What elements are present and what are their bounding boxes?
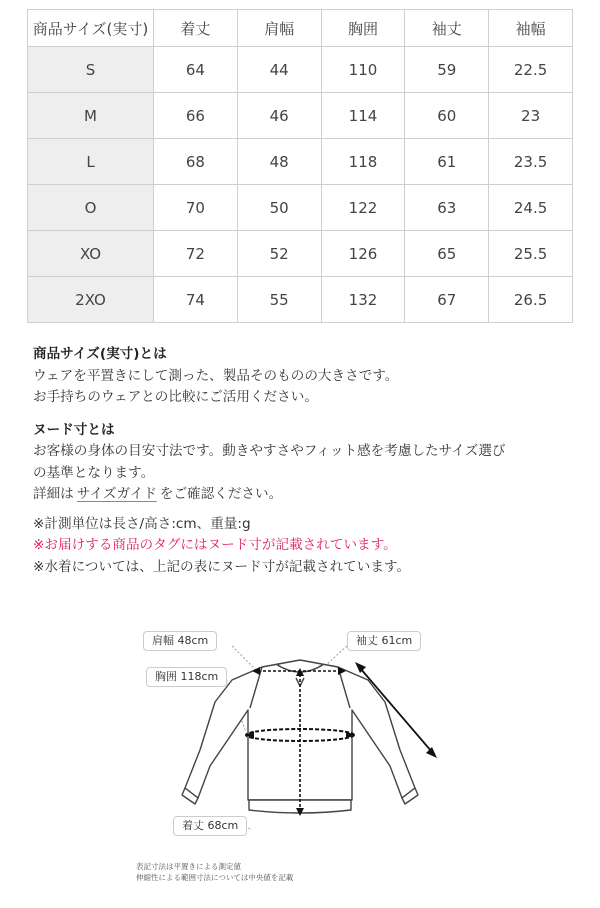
table-row [28, 185, 573, 231]
measurement-cell: 65 [405, 231, 489, 277]
header-size-column: 商品サイズ(実寸) [28, 10, 154, 47]
measurement-cell: 55 [237, 277, 321, 323]
size-label-cell: O [28, 185, 154, 231]
measurement-cell: 23 [489, 93, 573, 139]
size-table-body [28, 47, 573, 323]
measurement-cell: 52 [237, 231, 321, 277]
header-measure-5: 袖幅 [489, 10, 573, 47]
shoulder-width-label: 肩幅 48cm [143, 631, 217, 651]
size-label-cell: L [28, 139, 154, 185]
size-label-cell: XO [28, 231, 154, 277]
measurement-cell: 59 [405, 47, 489, 93]
detail-prefix: 詳細は [33, 486, 74, 502]
actual-size-desc-2: お手持ちのウェアとの比較にご活用ください。 [33, 389, 318, 405]
table-row [28, 47, 573, 93]
measurement-cell: 50 [237, 185, 321, 231]
header-measure-3: 胸囲 [321, 10, 405, 47]
measurement-cell: 118 [321, 139, 405, 185]
measurement-cell: 44 [237, 47, 321, 93]
measurement-cell: 48 [237, 139, 321, 185]
measurement-diagram [0, 610, 600, 904]
measurement-cell: 61 [405, 139, 489, 185]
actual-size-desc-1: ウェアを平置きにして測った、製品そのものの大きさです。 [33, 367, 399, 384]
measurement-cell: 24.5 [489, 185, 573, 231]
header-measure-1: 着丈 [154, 10, 238, 47]
size-notes [33, 344, 573, 578]
diagram-footnote-1: 表記寸法は平置きによる測定値 [136, 862, 241, 871]
measurement-cell: 25.5 [489, 231, 573, 277]
measurement-cell: 60 [405, 93, 489, 139]
table-row [28, 93, 573, 139]
size-table [27, 9, 573, 323]
actual-size-heading: 商品サイズ(実寸)とは [33, 346, 167, 362]
size-label-cell: 2XO [28, 277, 154, 323]
size-label-cell: S [28, 47, 154, 93]
nude-size-heading: ヌード寸とは [33, 421, 115, 438]
measurement-cell: 66 [154, 93, 238, 139]
measurement-cell: 132 [321, 277, 405, 323]
measurement-cell: 26.5 [489, 277, 573, 323]
table-row [28, 139, 573, 185]
measurement-cell: 68 [154, 139, 238, 185]
nude-size-desc-1: お客様の身体の目安寸法です。動きやすさやフィット感を考慮したサイズ選び [33, 443, 506, 459]
measurement-cell: 46 [237, 93, 321, 139]
measurement-cell: 23.5 [489, 139, 573, 185]
length-label: 着丈 68cm [173, 816, 247, 836]
header-measure-4: 袖丈 [405, 10, 489, 47]
tag-note: ※お届けする商品のタグにはヌード寸が記載されています。 [33, 537, 397, 553]
measurement-cell: 63 [405, 185, 489, 231]
size-guide-line [33, 484, 573, 506]
size-label-cell: M [28, 93, 154, 139]
detail-suffix: をご確認ください。 [159, 486, 283, 502]
diagram-footnote-2: 伸縮性による範囲寸法については中央値を記載 [136, 873, 294, 882]
header-measure-2: 肩幅 [237, 10, 321, 47]
nude-size-desc-2: の基準となります。 [33, 464, 155, 481]
garment-illustration [0, 610, 600, 904]
table-row [28, 231, 573, 277]
chest-label: 胸囲 118cm [146, 667, 227, 687]
measurement-cell: 114 [321, 93, 405, 139]
measurement-cell: 110 [321, 47, 405, 93]
measurement-cell: 64 [154, 47, 238, 93]
swimwear-note: ※水着については、上記の表にヌード寸が記載されています。 [33, 558, 411, 575]
table-row [28, 277, 573, 323]
measurement-cell: 122 [321, 185, 405, 231]
size-guide-link[interactable]: サイズガイド [76, 486, 157, 502]
measurement-cell: 126 [321, 231, 405, 277]
measurement-cell: 67 [405, 277, 489, 323]
measurement-cell: 72 [154, 231, 238, 277]
measurement-cell: 70 [154, 185, 238, 231]
unit-note: ※計測単位は長さ/高さ:cm、重量:g [33, 515, 251, 532]
sleeve-length-label: 袖丈 61cm [347, 631, 421, 651]
size-table-header [28, 10, 573, 47]
measurement-cell: 74 [154, 277, 238, 323]
measurement-cell: 22.5 [489, 47, 573, 93]
